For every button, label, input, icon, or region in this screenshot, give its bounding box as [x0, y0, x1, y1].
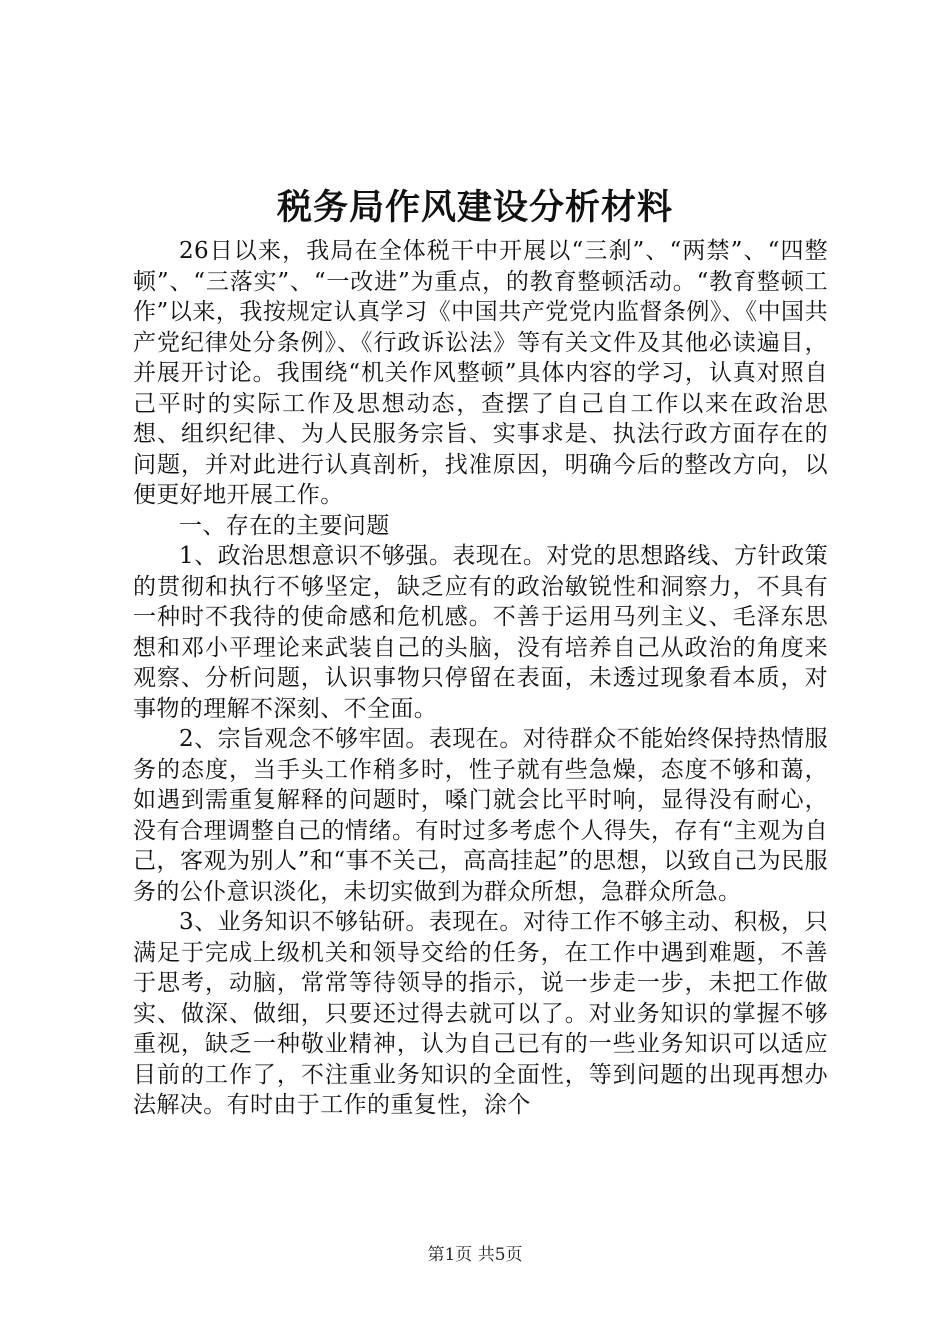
- issue-paragraph-3: 3、业务知识不够钻研。表现在。对待工作不够主动、积极，只满足于完成上级机关和领导交给的任务，在工作中遇到难题，不善于思考，动脑，常常等待领导的指示，说一步走一步，未把工作做实、做深、做细，只要还过得去就可以了。对业务知识的掌握不够重视，缺乏一种敬业精神，认为自己已有的一些业务知识可以适应目前的工作了，不注重业务知识的全面性，等到问题的出现再想办法解决。有时由于工作的重复性，涂个: [133, 909, 828, 1118]
- section-heading: 一、存在的主要问题: [179, 512, 390, 539]
- document-title: 税务局作风建设分析材料: [276, 187, 673, 228]
- issue-paragraph-1: 1、政治思想意识不够强。表现在。对党的思想路线、方针政策的贯彻和执行不够坚定，缺乏应有的政治敏锐性和洞察力，不具有一种时不我待的使命感和危机感。不善于运用马列主义、毛泽东思想和邓小平理论来武装自己的头脑，没有培养自己从政治的角度来观察、分析问题，认识事物只停留在表面，未透过现象看本质，对事物的理解不深刻、不全面。: [133, 543, 828, 722]
- intro-paragraph: 26日以来，我局在全体税干中开展以“三刹”、“两禁”、“四整顿”、“三落实”、“一改进”为重点，的教育整顿活动。“教育整顿工作”以来，我按规定认真学习《中国共产党党内监督条例》、《中国共产党纪律处分条例》、《行政诉讼法》等有关文件及其他必读遍目，并展开讨论。我围绕“机关作风整顿”具体内容的学习，认真对照自己平时的实际工作及思想动态，查摆了自己自工作以来在政治思想、组织纪律、为人民服务宗旨、实事求是、执法行政方面存在的问题，并对此进行认真剖析，找准原因，明确今后的整改方向，以便更好地开展工作。: [133, 238, 828, 508]
- document-body: [133, 236, 828, 1121]
- page-number: 第1页 共5页: [427, 1245, 523, 1265]
- issue-paragraph-2: 2、宗旨观念不够牢固。表现在。对待群众不能始终保持热情服务的态度，当手头工作稍多时，性子就有些急燥，态度不够和蔼，如遇到需重复解释的问题时，嗓门就会比平时响，显得没有耐心，没有合理调整自己的情绪。有时过多考虑个人得失，存有“主观为自己，客观为别人”和“事不关己，高高挂起”的思想，以致自己为民服务的公仆意识淡化，未切实做到为群众所想，急群众所急。: [133, 726, 828, 905]
